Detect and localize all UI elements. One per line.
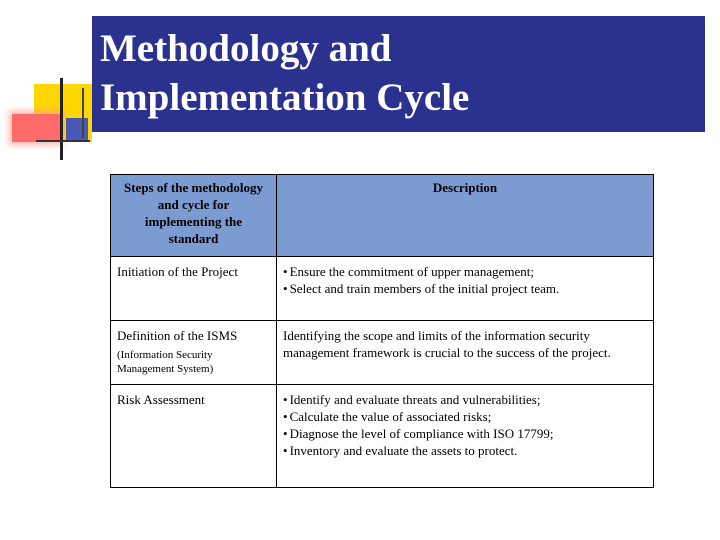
table-row <box>111 385 654 488</box>
description-bullet: • Calculate the value of associated risks; <box>283 408 647 425</box>
decorative-vertical-line <box>60 78 63 160</box>
step-label: Definition of the ISMS <box>117 328 238 343</box>
table-header-row <box>111 175 654 257</box>
step-label: Risk Assessment <box>117 392 205 407</box>
description-cell <box>277 385 654 488</box>
step-label: Initiation of the Project <box>117 264 238 279</box>
header-description: Description <box>277 175 654 257</box>
slide-title-line-1: Methodology and <box>100 27 392 70</box>
description-bullet: • Inventory and evaluate the assets to protect. <box>283 442 647 459</box>
step-cell <box>111 385 277 488</box>
description-bullet: • Ensure the commitment of upper management; <box>283 263 647 280</box>
decorative-vertical-line-2 <box>82 88 84 138</box>
step-note: (Information Security Management System) <box>117 349 214 375</box>
step-cell <box>111 257 277 321</box>
description-cell <box>277 321 654 385</box>
methodology-table <box>110 174 654 488</box>
decorative-horizontal-line <box>36 140 90 142</box>
header-steps: Steps of the methodology and cycle for implementing the standard <box>111 175 277 257</box>
description-text: Identifying the scope and limits of the information security management framework is crucial to the success of the project. <box>283 328 611 360</box>
slide-title <box>100 24 469 122</box>
description-bullet: • Select and train members of the initial project team. <box>283 280 647 297</box>
decorative-blue-square <box>66 118 88 140</box>
step-cell <box>111 321 277 385</box>
description-cell <box>277 257 654 321</box>
table-row <box>111 321 654 385</box>
table-row <box>111 257 654 321</box>
slide-title-line-2: Implementation Cycle <box>100 76 470 119</box>
decorative-red-glow <box>12 114 60 142</box>
description-bullet: • Identify and evaluate threats and vulnerabilities; <box>283 391 647 408</box>
description-bullet: • Diagnose the level of compliance with ISO 17799; <box>283 425 647 442</box>
